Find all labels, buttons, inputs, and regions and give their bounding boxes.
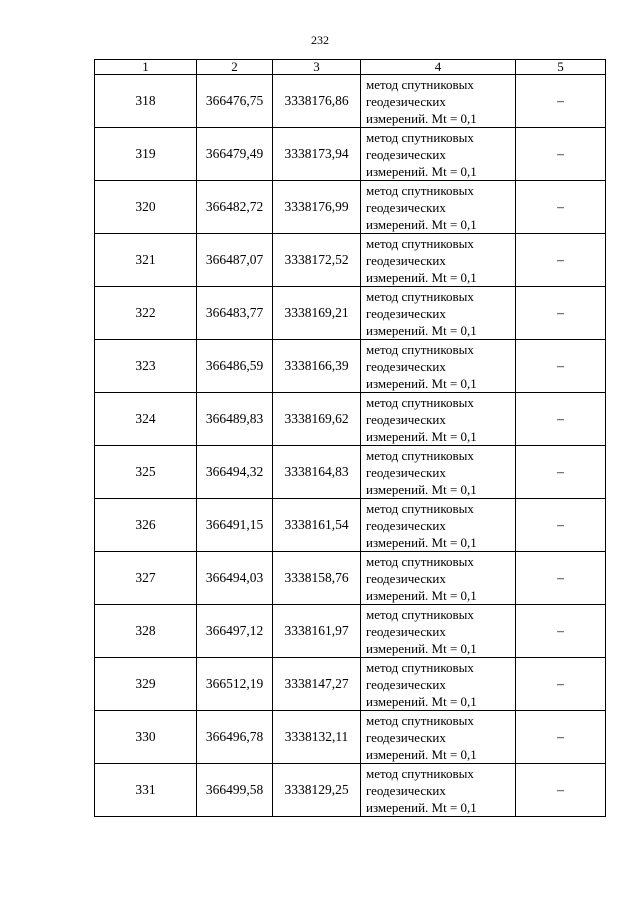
- method-text-line: метод спутниковых: [366, 659, 474, 675]
- method-cell: [361, 287, 516, 340]
- x-coordinate-cell: 366496,78: [197, 711, 273, 764]
- table-row: [95, 340, 606, 393]
- column-header-3: 3: [273, 60, 361, 75]
- x-coordinate-cell: 366489,83: [197, 393, 273, 446]
- method-text-line: геодезических: [366, 464, 446, 480]
- y-coordinate-cell: 3338147,27: [273, 658, 361, 711]
- x-coordinate-cell: 366494,03: [197, 552, 273, 605]
- column-5-cell: –: [516, 711, 606, 764]
- x-coordinate-cell: 366497,12: [197, 605, 273, 658]
- x-coordinate-cell: 366476,75: [197, 75, 273, 128]
- method-text-line: измерений. Mt = 0,1: [366, 163, 477, 179]
- method-cell: [361, 446, 516, 499]
- method-text-line: геодезических: [366, 358, 446, 374]
- method-text-line: измерений. Mt = 0,1: [366, 693, 477, 709]
- column-header-2: 2: [197, 60, 273, 75]
- x-coordinate-cell: 366482,72: [197, 181, 273, 234]
- method-text-line: измерений. Mt = 0,1: [366, 587, 477, 603]
- point-number-cell: 320: [95, 181, 197, 234]
- table-row: [95, 764, 606, 817]
- table-row: [95, 128, 606, 181]
- y-coordinate-cell: 3338158,76: [273, 552, 361, 605]
- method-text-line: измерений. Mt = 0,1: [366, 481, 477, 497]
- method-cell: [361, 764, 516, 817]
- coordinates-table: [94, 59, 606, 817]
- method-text-line: измерений. Mt = 0,1: [366, 534, 477, 550]
- method-text-line: измерений. Mt = 0,1: [366, 746, 477, 762]
- y-coordinate-cell: 3338176,99: [273, 181, 361, 234]
- method-text-line: метод спутниковых: [366, 235, 474, 251]
- method-text-line: измерений. Mt = 0,1: [366, 799, 477, 815]
- column-5-cell: –: [516, 605, 606, 658]
- method-text-line: метод спутниковых: [366, 182, 474, 198]
- point-number-cell: 330: [95, 711, 197, 764]
- y-coordinate-cell: 3338161,54: [273, 499, 361, 552]
- x-coordinate-cell: 366479,49: [197, 128, 273, 181]
- table-header-row: [95, 60, 606, 75]
- method-text-line: геодезических: [366, 305, 446, 321]
- x-coordinate-cell: 366499,58: [197, 764, 273, 817]
- method-text-line: метод спутниковых: [366, 341, 474, 357]
- method-cell: [361, 499, 516, 552]
- method-cell: [361, 181, 516, 234]
- point-number-cell: 323: [95, 340, 197, 393]
- y-coordinate-cell: 3338173,94: [273, 128, 361, 181]
- method-text-line: метод спутниковых: [366, 606, 474, 622]
- method-text-line: метод спутниковых: [366, 288, 474, 304]
- table-row: [95, 234, 606, 287]
- table-row: [95, 446, 606, 499]
- point-number-cell: 322: [95, 287, 197, 340]
- method-text-line: геодезических: [366, 93, 446, 109]
- point-number-cell: 318: [95, 75, 197, 128]
- table-body: [95, 75, 606, 817]
- method-text-line: метод спутниковых: [366, 129, 474, 145]
- method-text-line: метод спутниковых: [366, 394, 474, 410]
- method-text-line: геодезических: [366, 676, 446, 692]
- method-text-line: геодезических: [366, 411, 446, 427]
- page-number: 232: [311, 33, 329, 47]
- y-coordinate-cell: 3338164,83: [273, 446, 361, 499]
- point-number-cell: 325: [95, 446, 197, 499]
- method-text-line: измерений. Mt = 0,1: [366, 322, 477, 338]
- method-text-line: геодезических: [366, 570, 446, 586]
- y-coordinate-cell: 3338172,52: [273, 234, 361, 287]
- column-header-1: 1: [95, 60, 197, 75]
- method-text-line: измерений. Mt = 0,1: [366, 269, 477, 285]
- method-text-line: измерений. Mt = 0,1: [366, 375, 477, 391]
- method-text-line: метод спутниковых: [366, 76, 474, 92]
- column-5-cell: –: [516, 393, 606, 446]
- table-row: [95, 75, 606, 128]
- method-text-line: измерений. Mt = 0,1: [366, 216, 477, 232]
- point-number-cell: 324: [95, 393, 197, 446]
- column-5-cell: –: [516, 764, 606, 817]
- column-5-cell: –: [516, 181, 606, 234]
- y-coordinate-cell: 3338161,97: [273, 605, 361, 658]
- method-text-line: геодезических: [366, 252, 446, 268]
- point-number-cell: 331: [95, 764, 197, 817]
- point-number-cell: 321: [95, 234, 197, 287]
- x-coordinate-cell: 366491,15: [197, 499, 273, 552]
- method-cell: [361, 393, 516, 446]
- method-cell: [361, 605, 516, 658]
- method-cell: [361, 75, 516, 128]
- method-text-line: измерений. Mt = 0,1: [366, 110, 477, 126]
- method-text-line: метод спутниковых: [366, 712, 474, 728]
- point-number-cell: 319: [95, 128, 197, 181]
- method-text-line: геодезических: [366, 729, 446, 745]
- method-cell: [361, 340, 516, 393]
- column-5-cell: –: [516, 75, 606, 128]
- x-coordinate-cell: 366512,19: [197, 658, 273, 711]
- table-row: [95, 658, 606, 711]
- column-header-5: 5: [516, 60, 606, 75]
- point-number-cell: 329: [95, 658, 197, 711]
- method-text-line: метод спутниковых: [366, 765, 474, 781]
- y-coordinate-cell: 3338176,86: [273, 75, 361, 128]
- table-row: [95, 711, 606, 764]
- column-5-cell: –: [516, 128, 606, 181]
- y-coordinate-cell: 3338132,11: [273, 711, 361, 764]
- method-text-line: геодезических: [366, 199, 446, 215]
- y-coordinate-cell: 3338169,21: [273, 287, 361, 340]
- column-5-cell: –: [516, 234, 606, 287]
- method-cell: [361, 234, 516, 287]
- method-cell: [361, 711, 516, 764]
- x-coordinate-cell: 366486,59: [197, 340, 273, 393]
- column-5-cell: –: [516, 658, 606, 711]
- point-number-cell: 327: [95, 552, 197, 605]
- column-5-cell: –: [516, 287, 606, 340]
- method-text-line: геодезических: [366, 146, 446, 162]
- method-text-line: геодезических: [366, 517, 446, 533]
- y-coordinate-cell: 3338169,62: [273, 393, 361, 446]
- method-cell: [361, 552, 516, 605]
- point-number-cell: 326: [95, 499, 197, 552]
- method-cell: [361, 128, 516, 181]
- y-coordinate-cell: 3338129,25: [273, 764, 361, 817]
- table-row: [95, 605, 606, 658]
- column-5-cell: –: [516, 340, 606, 393]
- column-5-cell: –: [516, 446, 606, 499]
- table-row: [95, 499, 606, 552]
- table-row: [95, 552, 606, 605]
- table-row: [95, 181, 606, 234]
- method-text-line: метод спутниковых: [366, 500, 474, 516]
- method-cell: [361, 658, 516, 711]
- column-5-cell: –: [516, 499, 606, 552]
- x-coordinate-cell: 366494,32: [197, 446, 273, 499]
- method-text-line: измерений. Mt = 0,1: [366, 428, 477, 444]
- method-text-line: измерений. Mt = 0,1: [366, 640, 477, 656]
- column-5-cell: –: [516, 552, 606, 605]
- y-coordinate-cell: 3338166,39: [273, 340, 361, 393]
- method-text-line: метод спутниковых: [366, 447, 474, 463]
- table-row: [95, 393, 606, 446]
- x-coordinate-cell: 366487,07: [197, 234, 273, 287]
- x-coordinate-cell: 366483,77: [197, 287, 273, 340]
- point-number-cell: 328: [95, 605, 197, 658]
- table-row: [95, 287, 606, 340]
- column-header-4: 4: [361, 60, 516, 75]
- method-text-line: геодезических: [366, 782, 446, 798]
- method-text-line: геодезических: [366, 623, 446, 639]
- method-text-line: метод спутниковых: [366, 553, 474, 569]
